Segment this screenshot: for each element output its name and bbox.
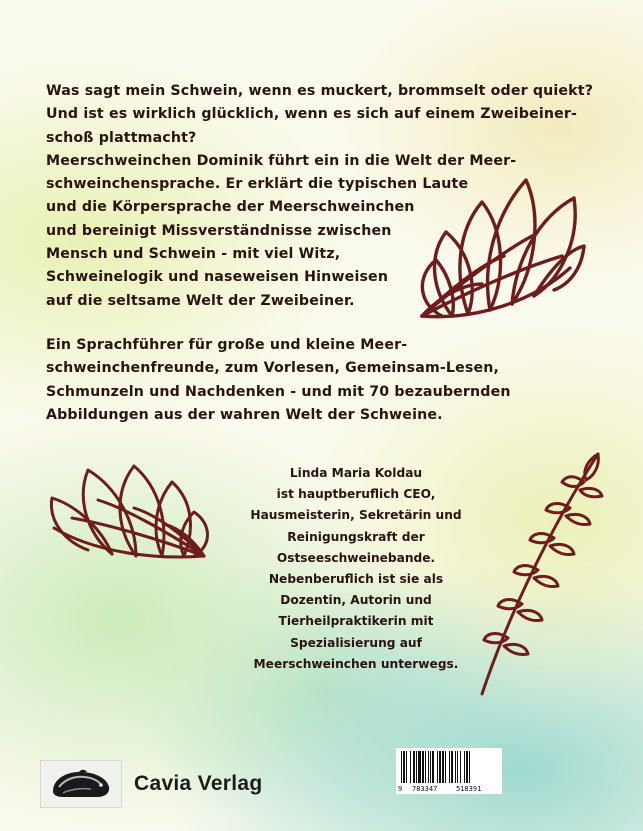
intro-line: schoß plattmacht? bbox=[46, 129, 197, 146]
author-line: Reinigungskraft der bbox=[287, 529, 425, 544]
intro-line: und bereinigt Missverständnisse zwischen bbox=[46, 222, 392, 239]
author-line: Tierheilpraktikerin mit bbox=[278, 614, 434, 629]
intro-line: Was sagt mein Schwein, wenn es muckert, brommselt oder quiekt? bbox=[46, 83, 594, 99]
guide-line: Abbildungen aus der wahren Welt der Schweine. bbox=[46, 406, 443, 423]
author-line: Dozentin, Autorin und bbox=[280, 593, 432, 608]
barcode-bars bbox=[400, 751, 498, 783]
author-line: Nebenberuflich ist sie als bbox=[268, 572, 444, 587]
guide-line: Schmunzeln und Nachdenken - und mit 70 bezaubernden bbox=[46, 383, 511, 400]
intro-line: Mensch und Schwein - mit viel Witz, bbox=[46, 246, 341, 263]
barcode-digit-group-right: 518391 bbox=[456, 785, 482, 793]
publisher-name: Cavia Verlag bbox=[134, 772, 263, 795]
fan-leaf-ornament-left-icon bbox=[44, 458, 210, 566]
branch-ornament-icon bbox=[474, 448, 608, 700]
author-bio bbox=[214, 463, 498, 675]
barcode-digit-group-left: 783347 bbox=[412, 785, 438, 793]
author-line: Meerschweinchen unterwegs. bbox=[253, 656, 459, 671]
guide-line: schweinchenfreunde, zum Vorlesen, Gemeinsam-Lesen, bbox=[46, 360, 500, 377]
intro-line: auf die seltsame Welt der Zweibeiner. bbox=[46, 292, 355, 309]
guinea-pig-silhouette-icon bbox=[49, 767, 113, 801]
isbn-barcode bbox=[396, 748, 502, 794]
guide-paragraph bbox=[46, 334, 606, 427]
author-line: Linda Maria Koldau bbox=[289, 466, 423, 480]
guide-line: Ein Sprachführer für große und kleine Meer- bbox=[46, 337, 408, 353]
intro-line: schweinchensprache. Er erklärt die typischen Laute bbox=[46, 176, 469, 193]
intro-line: Meerschweinchen Dominik führt ein in die Welt der Meer- bbox=[46, 152, 517, 169]
author-line: ist hauptberuflich CEO, bbox=[276, 487, 436, 502]
author-line: Spezialisierung auf bbox=[290, 635, 422, 650]
barcode-digit-prefix: 9 bbox=[398, 785, 403, 793]
intro-line: Und ist es wirklich glücklich, wenn es sich auf einem Zweibeiner- bbox=[46, 106, 578, 123]
intro-line: Schweinelogik und naseweisen Hinweisen bbox=[46, 269, 389, 286]
fan-leaf-ornament-right-icon bbox=[412, 164, 590, 330]
intro-line: und die Körpersprache der Meerschweinchen bbox=[46, 199, 415, 216]
publisher-logo bbox=[40, 760, 122, 808]
publisher bbox=[40, 760, 263, 808]
author-line: Hausmeisterin, Sekretärin und bbox=[250, 508, 462, 523]
author-line: Ostseeschweinebande. bbox=[276, 550, 436, 565]
